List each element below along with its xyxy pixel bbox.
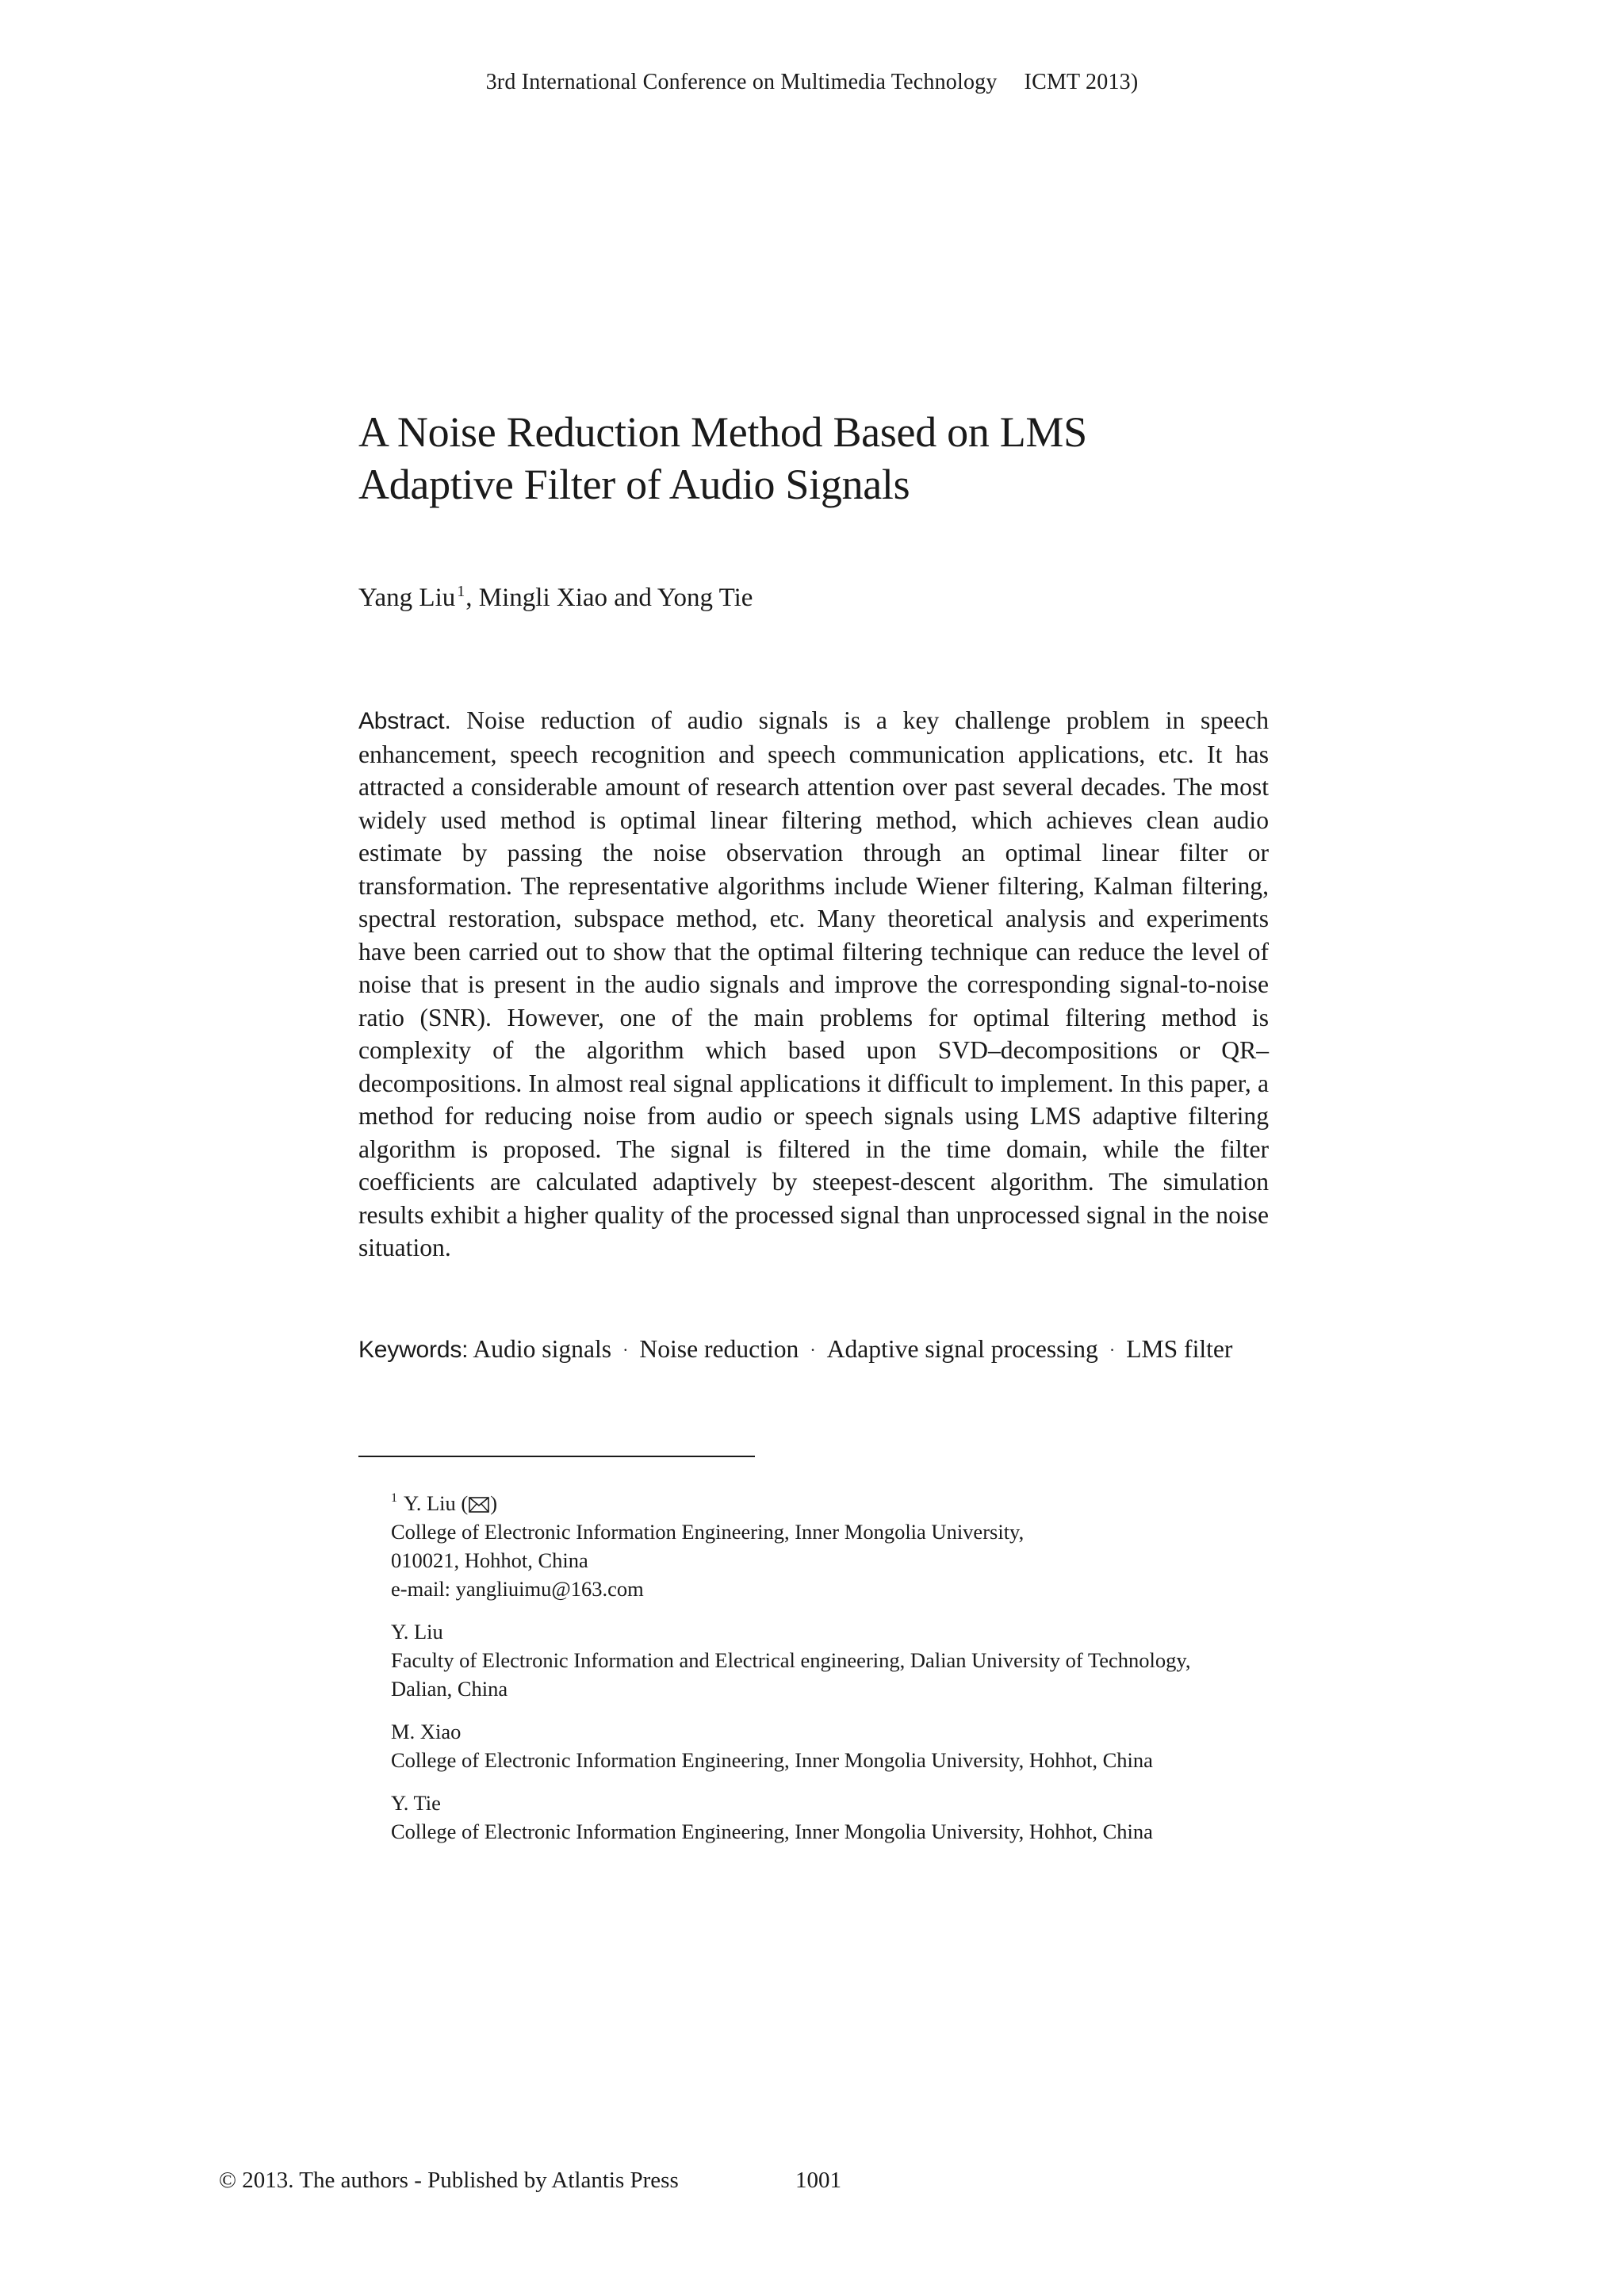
author-rest: , Mingli Xiao and Yong Tie bbox=[465, 584, 753, 612]
keywords-label: Keywords: bbox=[358, 1337, 469, 1363]
affiliation-block bbox=[391, 1484, 1295, 1603]
affiliation-block bbox=[391, 1717, 1295, 1774]
affiliation-name: Y. Liu ( bbox=[404, 1491, 469, 1515]
affiliation-block bbox=[391, 1789, 1295, 1846]
affiliation-name-line bbox=[391, 1484, 1295, 1517]
keyword-separator: · bbox=[1109, 1340, 1116, 1360]
keyword-item: LMS filter bbox=[1126, 1335, 1233, 1363]
keywords bbox=[358, 1332, 1269, 1367]
keyword-separator: · bbox=[622, 1340, 629, 1360]
affiliation-name: Y. Tie bbox=[391, 1791, 441, 1815]
affiliation-name: Y. Liu bbox=[391, 1620, 443, 1644]
paper-title-line-1: A Noise Reduction Method Based on LMS bbox=[358, 408, 1087, 456]
affiliation-line: College of Electronic Information Engineering, Inner Mongolia University, Hohhot, China bbox=[391, 1820, 1153, 1843]
abstract-text: Noise reduction of audio signals is a key challenge problem in speech enhancement, speech recognition and speech communication applications, etc. It has attracted a considerable amount of research attention over past several decades. The most widely used method is optimal linear filtering method, which achieves clean audio estimate by passing the noise observation through an optimal linear filter or transformation. The representative algorithms include Wiener filtering, Kalman filtering, spectral restoration, subspace method, etc. Many theoretical analysis and experiments have been carried out to show that the optimal filtering technique can reduce the level of noise that is present in the audio signals and improve the corresponding signal-to-noise ratio (SNR). However, one of the main problems for optimal filtering method is complexity of the algorithm which based upon SVD–decompositions or QR–decompositions. In almost real signal applications it difficult to implement. In this paper, a method for reducing noise from audio or speech signals using LMS adaptive filtering algorithm is proposed. The signal is filtered in the time domain, while the filter coefficients are calculated adaptively by steepest-descent algorithm. The simulation results exhibit a higher quality of the processed signal than unprocessed signal in the noise situation. bbox=[358, 706, 1269, 1261]
affiliation-name: M. Xiao bbox=[391, 1720, 462, 1743]
keyword-separator: · bbox=[810, 1340, 816, 1360]
page-number: 1001 bbox=[795, 2168, 841, 2193]
conference-acronym: ICMT 2013) bbox=[1024, 70, 1139, 94]
author-footnote-mark: 1 bbox=[457, 583, 465, 600]
keyword-item: Adaptive signal processing bbox=[826, 1335, 1098, 1363]
envelope-icon[interactable] bbox=[469, 1497, 489, 1513]
paper-title bbox=[358, 406, 1294, 511]
abstract bbox=[358, 704, 1269, 1265]
affiliation-email[interactable]: e-mail: yangliuimu@163.com bbox=[391, 1577, 644, 1601]
affiliation-name-close: ) bbox=[490, 1491, 498, 1515]
keyword-item: Audio signals bbox=[473, 1335, 612, 1363]
author-first: Yang Liu bbox=[358, 584, 456, 612]
affiliation-line: College of Electronic Information Engineering, Inner Mongolia University, bbox=[391, 1520, 1025, 1544]
footnote-mark: 1 bbox=[391, 1491, 397, 1505]
copyright-notice: © 2013. The authors - Published by Atlantis Press bbox=[219, 2168, 679, 2193]
affiliations bbox=[391, 1484, 1295, 1860]
paper-title-line-2: Adaptive Filter of Audio Signals bbox=[358, 461, 910, 508]
footnote-divider bbox=[358, 1456, 755, 1457]
conference-name: 3rd International Conference on Multimedia Technology bbox=[485, 70, 998, 94]
keyword-item: Noise reduction bbox=[639, 1335, 799, 1363]
affiliation-line: 010021, Hohhot, China bbox=[391, 1548, 588, 1572]
affiliation-block bbox=[391, 1617, 1295, 1703]
author-list bbox=[358, 574, 753, 615]
affiliation-line: College of Electronic Information Engineering, Inner Mongolia University, Hohhot, China bbox=[391, 1748, 1153, 1772]
affiliation-line: Faculty of Electronic Information and Electrical engineering, Dalian University of Technology, Dalian, China bbox=[391, 1648, 1191, 1701]
running-header bbox=[0, 70, 1624, 95]
abstract-label: Abstract. bbox=[358, 708, 451, 734]
